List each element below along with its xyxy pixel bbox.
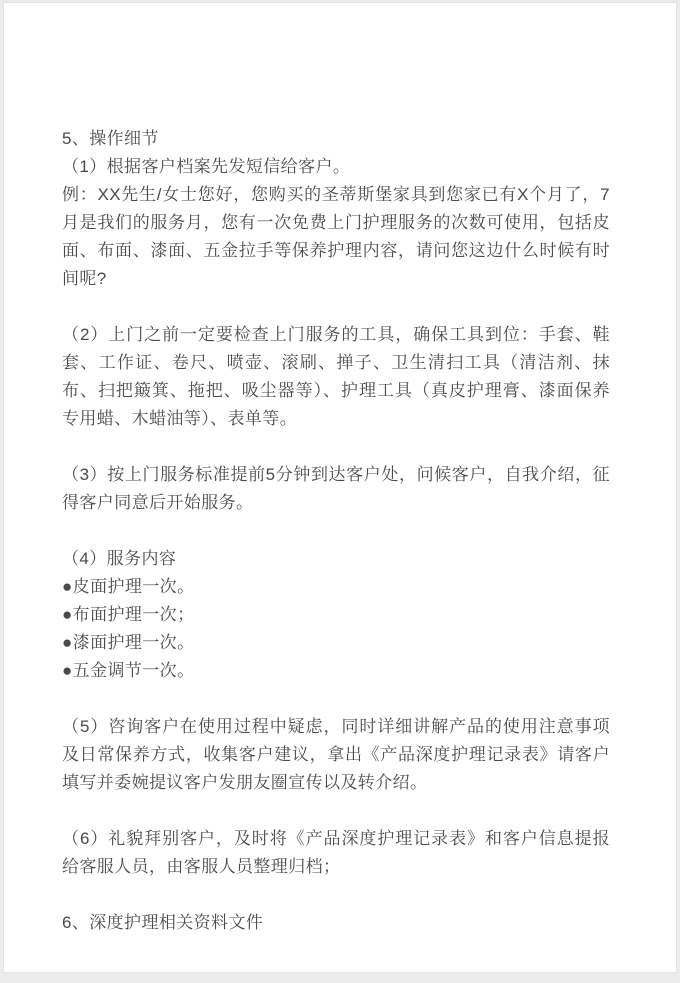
- bullet-paint-care: ●漆面护理一次。: [62, 633, 195, 652]
- paragraph-step-2-tools: （2）上门之前一定要检查上门服务的工具，确保工具到位：手套、鞋套、工作证、卷尺、喷壶、滚刷、掸子、卫生清扫工具（清洁剂、抹布、扫把簸箕、拖把、吸尘器等）、护理工具（真皮护理膏、漆面保养专用蜡、木蜡油等）、表单等。: [62, 325, 610, 428]
- paragraph-step-4-service-content: （4）服务内容: [62, 549, 177, 568]
- bullet-leather-care: ●皮面护理一次。: [62, 577, 195, 596]
- bullet-hardware-adjustment: ●五金调节一次。: [62, 661, 195, 680]
- paragraph-step-3-arrival: （3）按上门服务标准提前5分钟到达客户处，问候客户，自我介绍，征得客户同意后开始服务。: [62, 465, 610, 512]
- paragraph-step-6-farewell: （6）礼貌拜别客户，及时将《产品深度护理记录表》和客户信息提报给客服人员，由客服人员整理归档；: [62, 829, 610, 876]
- paragraph-step-1-sms: （1）根据客户档案先发短信给客户。: [62, 157, 351, 176]
- heading-deep-care-documents: 6、深度护理相关资料文件: [62, 913, 264, 932]
- heading-operation-details: 5、操作细节: [62, 129, 159, 148]
- document-content: [4, 3, 610, 937]
- bullet-fabric-care: ●布面护理一次；: [62, 605, 195, 624]
- paragraph-example-sms: 例：XX先生/女士您好，您购买的圣蒂斯堡家具到您家已有X个月了，7月是我们的服务月，您有一次免费上门护理服务的次数可使用，包括皮面、布面、漆面、五金拉手等保养护理内容，请问您这边什么时候有时间呢?: [62, 185, 610, 288]
- paragraph-step-5-consult: （5）咨询客户在使用过程中疑虑，同时详细讲解产品的使用注意事项及日常保养方式，收集客户建议，拿出《产品深度护理记录表》请客户填写并委婉提议客户发朋友圈宣传以及转介绍。: [62, 717, 610, 792]
- document-page: [3, 2, 677, 973]
